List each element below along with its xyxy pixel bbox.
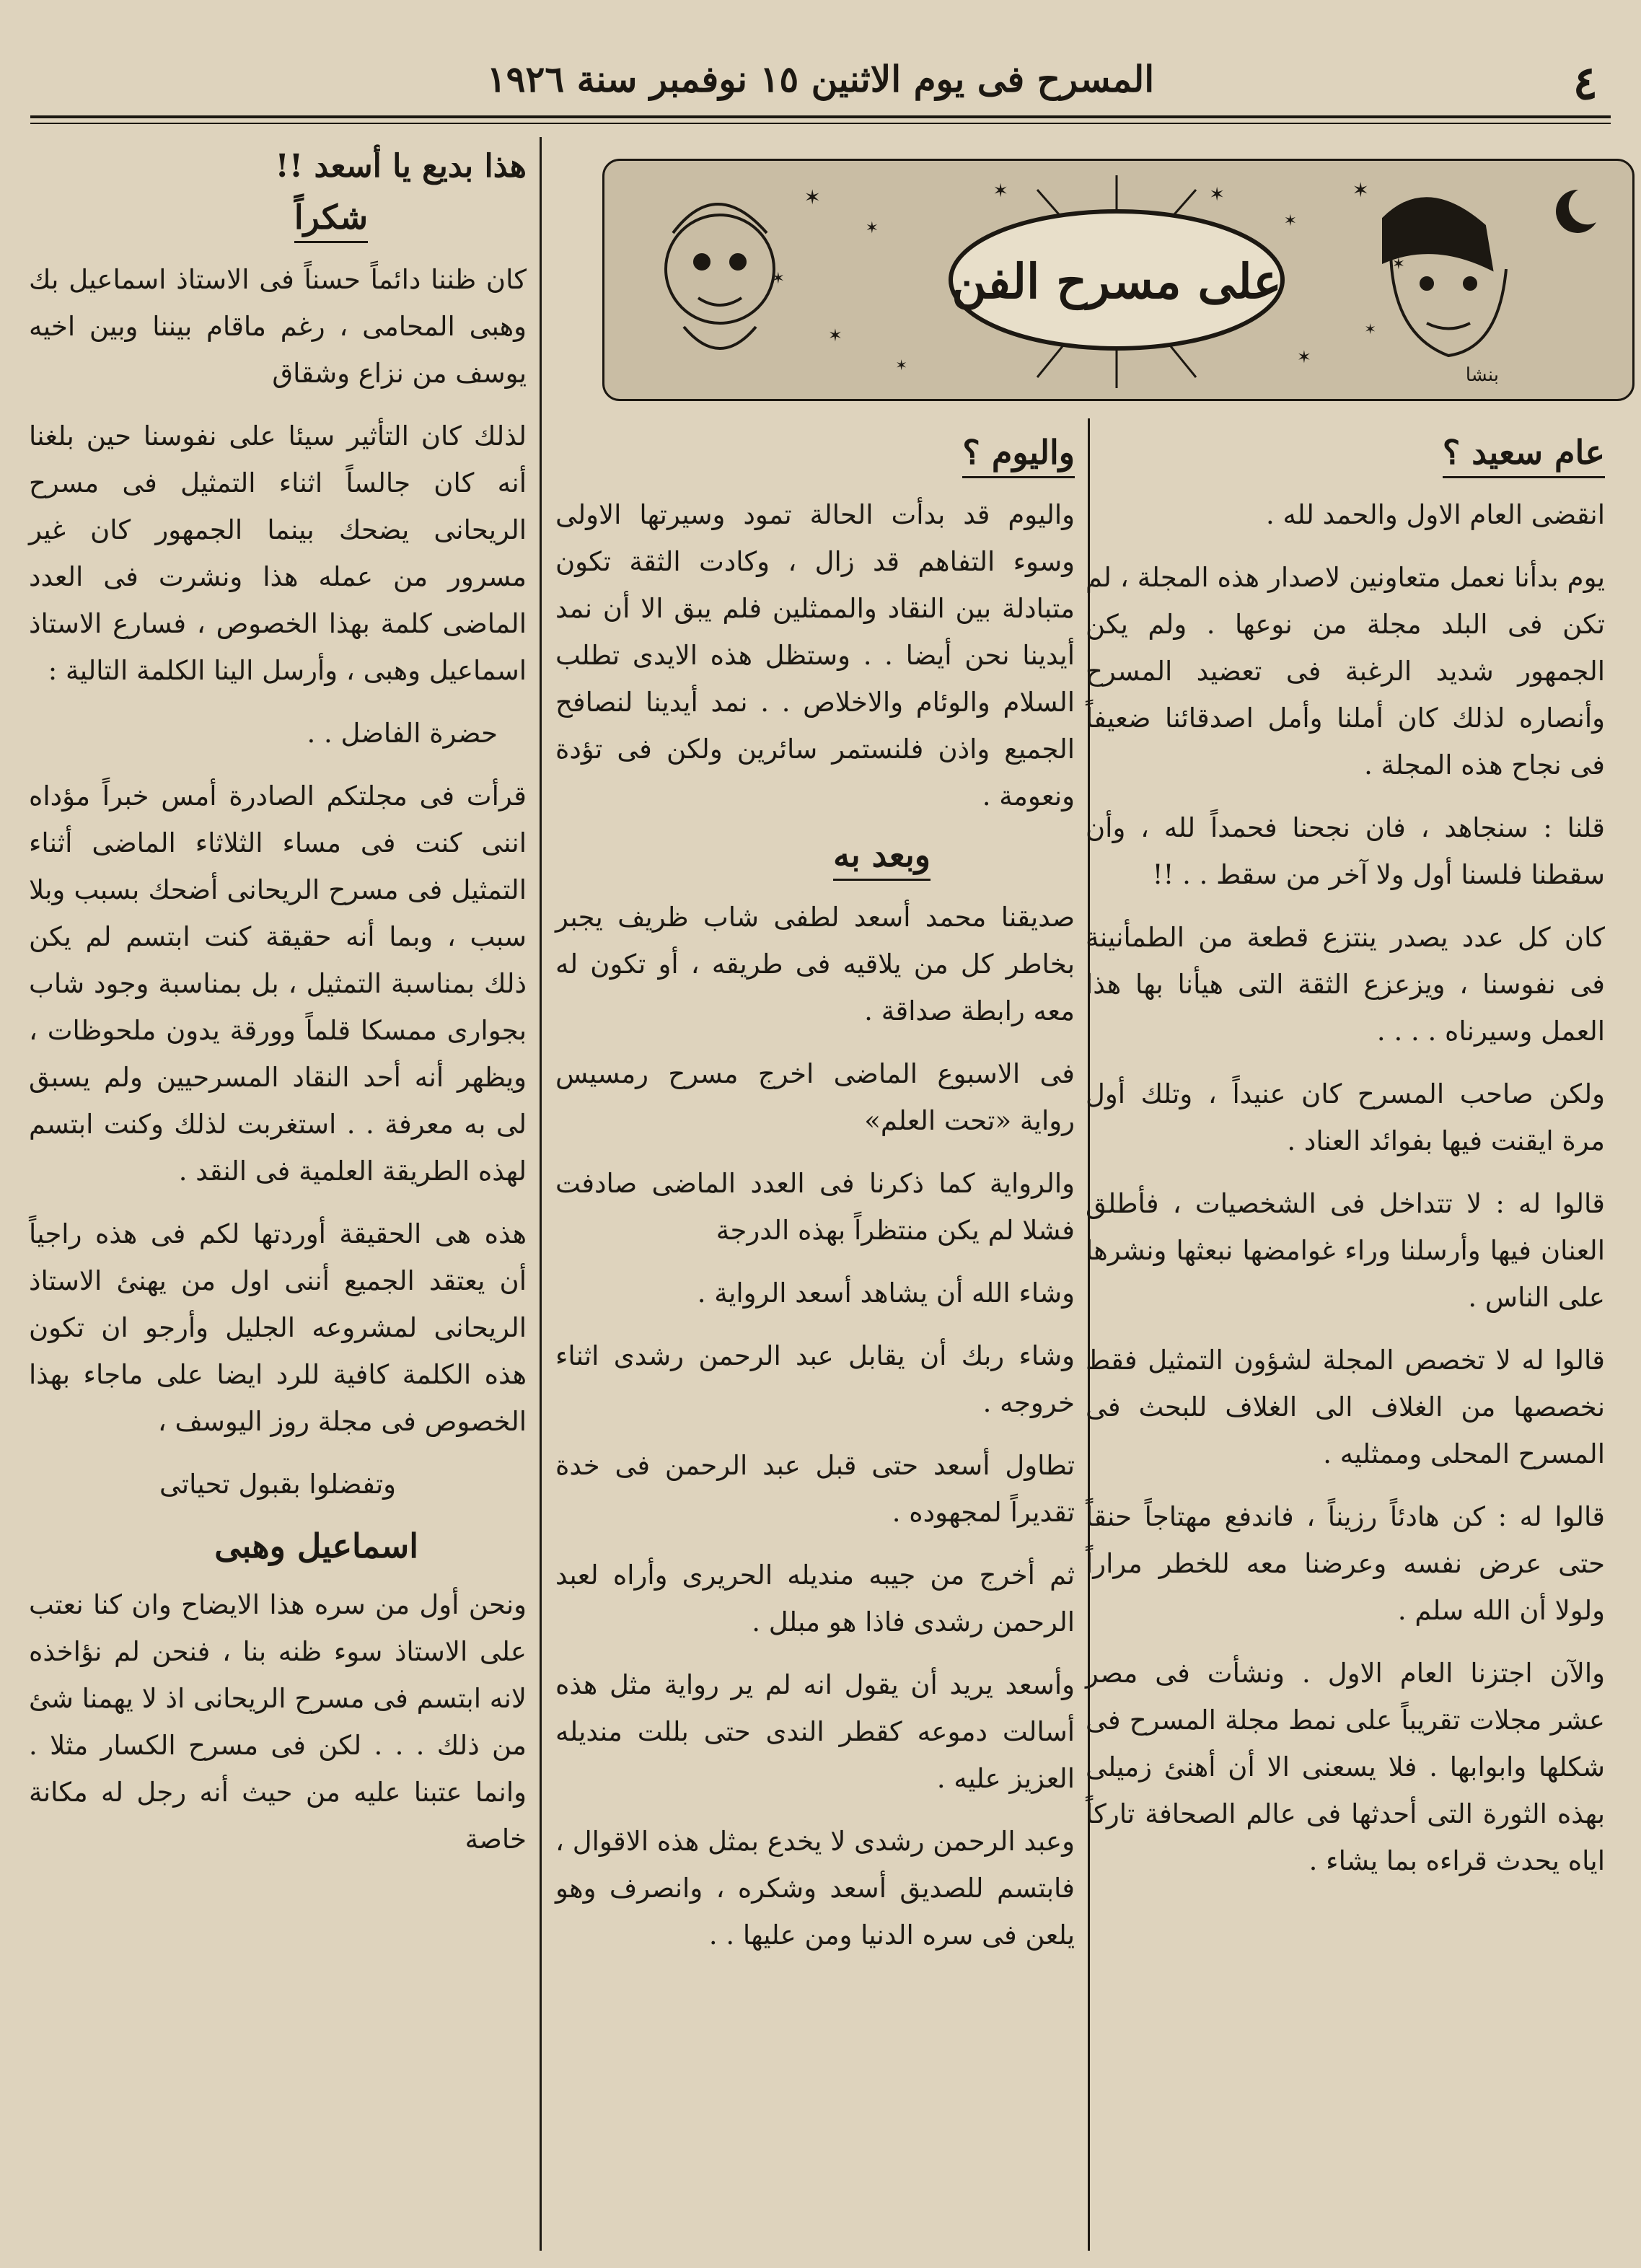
paragraph: وشاء ربك أن يقابل عبد الرحمن رشدى اثناء خروجه . [555,1340,1075,1418]
paragraph: قالوا له : لا تتداخل فى الشخصيات ، فأطلق العنان فيها وأرسلنا وراء غوامضها نبعثها ونشرها على الناس . [1086,1188,1605,1313]
paragraph: كان كل عدد يصدر ينتزع قطعة من الطمأنينة فى نفوسنا ، ويزعزع الثقة التى هيأنا بها هذا العمل وسيرناه . . . . [1086,922,1605,1047]
paragraph: صديقنا محمد أسعد لطفى شاب ظريف يجبر بخاطر كل من يلاقيه فى طريقه ، أو تكون له معه رابطة صداقة . [555,902,1075,1027]
article-heading: عام سعيد ؟ [1443,433,1605,478]
article-heading: شكراً [294,198,368,243]
svg-text:✶: ✶ [827,325,843,346]
svg-text:✶: ✶ [1352,178,1369,202]
article-thanks [29,148,527,1878]
svg-text:✶: ✶ [804,185,821,209]
svg-text:✶: ✶ [865,219,879,237]
paragraph: يوم بدأنا نعمل متعاونين لاصدار هذه المجلة ، لم تكن فى البلد مجلة من نوعها . ولم يكن الجمهور شديد الرغبة فى تعضيد المسرح وأنصاره لذلك كان أملنا وأمل اصدقائنا ضعيفاً فى نجاح هذه المجلة . [1086,562,1605,781]
paragraph: ثم أخرج من جيبه منديله الحريرى وأراه لعبد الرحمن رشدى فاذا هو مبلل . [555,1560,1075,1638]
signature: اسماعيل وهبى [214,1526,418,1565]
svg-text:✶: ✶ [771,270,785,288]
paragraph: قالوا له لا تخصص المجلة لشؤون التمثيل فقط نخصصها من الغلاف الى الغلاف للبحث فى المسرح المحلى وممثليه . [1086,1345,1605,1469]
article-today [555,433,1075,1974]
moon-icon [1556,190,1596,233]
svg-text:✶: ✶ [1209,184,1225,206]
paragraph: ولكن صاحب المسرح كان عنيداً ، وتلك أول مرة ايقنت فيها بفوائد العناد . [1086,1078,1605,1156]
paragraph: انقضى العام الاول والحمد لله . [1266,499,1605,530]
svg-text:✶: ✶ [895,356,907,374]
paragraph: واليوم قد بدأت الحالة تمود وسيرتها الاولى وسوء التفاهم قد زال ، وكادت الثقة تكون متبادلة بين النقاد والممثلين فلم يبق الا أن نمد أيدينا نحن أيضا . . وستظل هذه الايدى تطلب السلام والوئام والاخلاص . . نمد أيدينا لنصافح الجميع واذن فلنستمر سائرين ولكن فى تؤدة ونعومة . [555,499,1075,812]
cartoon-face-left [666,204,774,348]
paragraph: قرأت فى مجلتكم الصادرة أمس خبراً مؤداه اننى كنت فى مساء الثلاثاء الماضى أثناء التمثيل فى مسرح الريحانى أضحك بسبب وبلا سبب ، وبما أنه حقيقة كنت ابتسم لم يكن ذلك بمناسبة التمثيل ، بل بمناسبة وجود شاب بجوارى ممسكا قلماً وورقة يدون ملحوظات ، ويظهر أنه أحد النقاد المسرحيين ولم يسبق لى به معرفة . . استغربت لذلك وكنت ابتسم لهذه الطريقة العلمية فى النقد . [29,781,527,1187]
cartoon-face-right [1383,198,1506,356]
svg-text:✶: ✶ [1391,255,1405,273]
column-divider-left [540,137,542,2251]
svg-text:✶: ✶ [1296,347,1311,367]
letter-salutation: حضرة الفاضل . . [307,718,498,749]
paragraph: تطاول أسعد حتى قبل عبد الرحمن فى خدة تقديراً لمجهوده . [555,1450,1075,1528]
paragraph: وأسعد يريد أن يقول انه لم ير رواية مثل هذه أسالت دموعه كقطر الندى حتى بللت منديله العزيز عليه . [555,1669,1075,1794]
article-heading: واليوم ؟ [962,433,1075,478]
top-line: هذا بديع يا أسعد !! [275,148,527,185]
paragraph: والرواية كما ذكرنا فى العدد الماضى صادفت فشلا لم يكن منتظراً بهذه الدرجة [555,1168,1075,1246]
letter-closing: وتفضلوا بقبول تحياتى [159,1469,397,1500]
banner-title: على مسرح الفن [951,253,1282,309]
article-happy-year [1086,433,1605,1900]
header-title: المسرح فى يوم الاثنين ١٥ نوفمبر سنة ١٩٢٦ [486,58,1155,100]
paragraph: فى الاسبوع الماضى اخرج مسرح رمسيس رواية «تحت العلم» [555,1058,1075,1136]
banner-illustration [604,161,1632,399]
banner-signature: بنشا [1465,364,1499,386]
paragraph: كان ظننا دائماً حسناً فى الاستاذ اسماعيل بك وهبى المحامى ، رغم ماقام بيننا وبين اخيه يوسف من نزاع وشقاق [29,264,527,389]
header-rule [30,115,1611,124]
paragraph: والآن اجتزنا العام الاول . ونشأت فى مصر عشر مجلات تقريباً على نمط مجلة المسرح فى شكلها وابوابها . فلا يسعنى الا أن أهنئ زميلى بهذه الثورة التى أحدثها فى عالم الصحافة تاركاً اياه يحدث قراءه بما يشاء . [1086,1658,1605,1876]
paragraph: وشاء الله أن يشاهد أسعد الرواية . [697,1278,1075,1309]
page-number: ٤ [1572,56,1598,110]
svg-text:✶: ✶ [1364,320,1376,338]
paragraph: ونحن أول من سره هذا الايضاح وان كنا نعتب على الاستاذ سوء ظنه بنا ، فنحن لم نؤاخذه لانه ابتسم فى مسرح الريحانى اذ لا يهمنا شئ من ذلك . . . لكن فى مسرح الكسار مثلا . وانما عتبنا عليه من حيث أنه رجل له مكانة خاصة [29,1589,527,1855]
paragraph: لذلك كان التأثير سيئا على نفوسنا حين بلغنا أنه كان جالساً اثناء التمثيل فى مسرح الريحانى يضحك بينما الجمهور كان غير مسرور من عمله هذا ونشرت فى العدد الماضى كلمة بهذا الخصوص ، فسارع الاستاذ اسماعيل وهبى ، وأرسل الينا الكلمة التالية : [29,421,527,686]
paragraph: وعبد الرحمن رشدى لا يخدع بمثل هذه الاقوال ، فابتسم للصديق أسعد وشكره ، وانصرف وهو يلعن فى سره الدنيا ومن عليها . . [555,1826,1075,1951]
paragraph: قلنا : سنجاهد ، فان نجحنا فحمداً لله ، وأن سقطنا فلسنا أول ولا آخر من سقط . . !! [1086,812,1605,890]
svg-text:✶: ✶ [1283,212,1297,230]
banner-cartoon [602,159,1635,401]
article-heading: وبعد به [833,835,931,881]
svg-text:✶: ✶ [993,180,1008,202]
paragraph: قالوا له : كن هادئاً رزيناً ، فاندفع مهتاجاً حنقاً حتى عرض نفسه وعرضنا معه للخطر مراراً ولولا أن الله سلم . [1086,1501,1605,1626]
page-header [29,42,1612,114]
paragraph: هذه هى الحقيقة أوردتها لكم فى هذه راجياً أن يعتقد الجميع أننى اول من يهنئ الاستاذ الريحانى لمشروعه الجليل وأرجو ان تكون هذه الكلمة كافية للرد ايضا على ماجاء بهذا الخصوص فى مجلة روز اليوسف ، [29,1218,527,1437]
